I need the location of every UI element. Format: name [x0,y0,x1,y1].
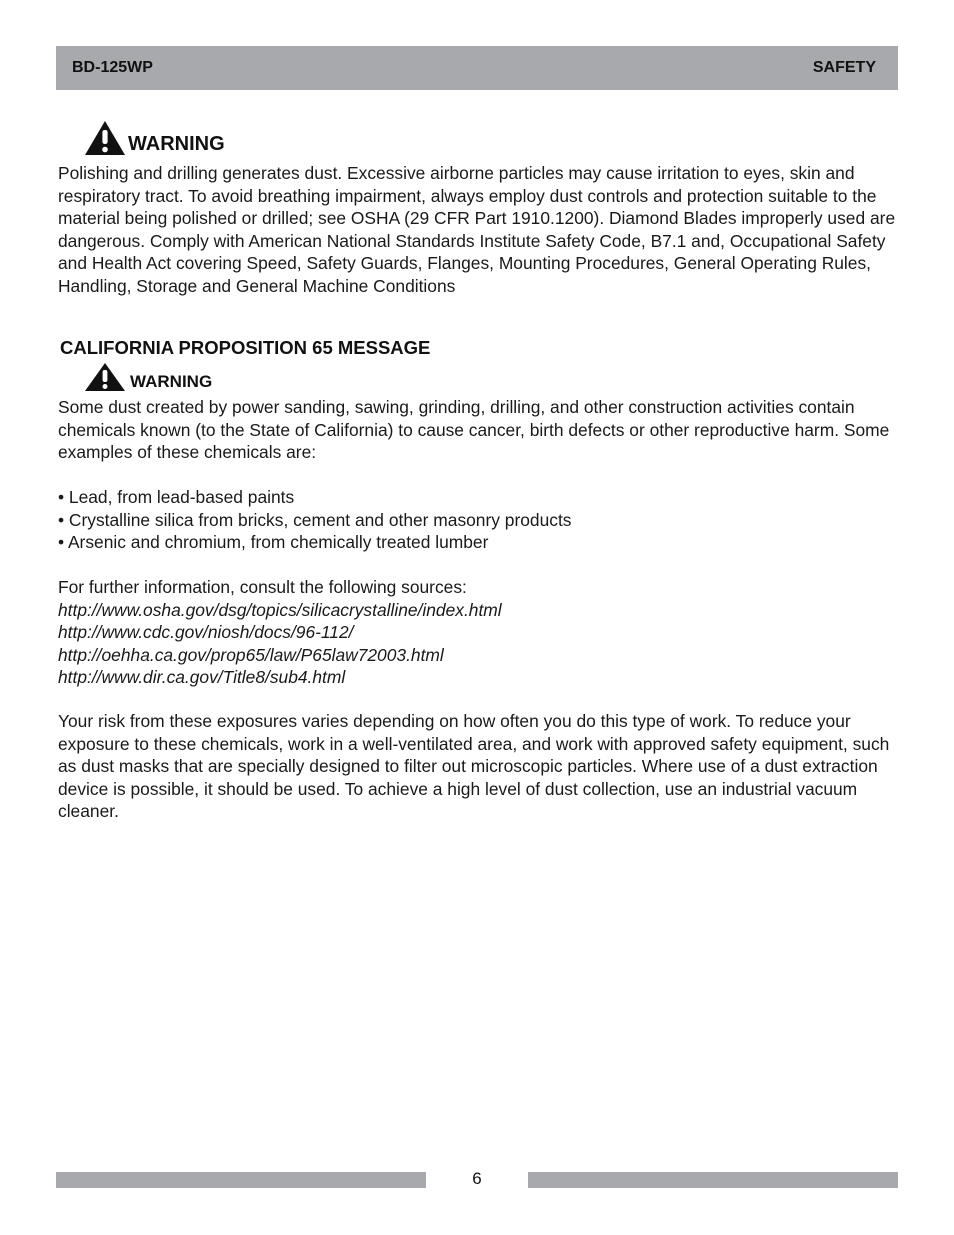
prop65-intro: Some dust created by power sanding, sawing, grinding, drilling, and other construction activities contain chemicals known (to the State of California) to cause cancer, birth defects or other reproductive harm. Some examples of these chemicals are: [58,397,890,463]
prop65-title: CALIFORNIA PROPOSITION 65 MESSAGE [60,337,431,358]
source-link[interactable]: http://www.dir.ca.gov/Title8/sub4.html [58,667,346,688]
model-label: BD-125WP [72,59,153,76]
list-item: • Lead, from lead-based paints [58,487,295,507]
source-link[interactable]: http://www.osha.gov/dsg/topics/silicacrystalline/index.html [58,599,502,620]
footer-bar-left [56,1172,426,1188]
warning-heading [84,120,225,156]
sources-block [58,576,502,689]
prop65-warning-heading [84,362,212,392]
list-item: • Crystalline silica from bricks, cement and other masonry products [58,509,572,530]
closing-text: Your risk from these exposures varies depending on how often you do this type of work. To reduce your exposure to these chemicals, work in a well-ventilated area, and work with approved safety equipment, such as dust masks that are specially designed to filter out microscopic particles. Where use of a dust extraction device is possible, it should be used. To achieve a high level of dust collection, use an industrial vacuum cleaner. [58,711,890,822]
section-label: SAFETY [812,59,876,76]
source-link[interactable]: http://oehha.ca.gov/prop65/law/P65law72003.html [58,644,444,665]
footer-bar-right [528,1172,898,1188]
page-number: 6 [472,1169,482,1188]
warning-text: Polishing and drilling generates dust. Excessive airborne particles may cause irritation to eyes, skin and respiratory tract. To avoid breathing impairment, always employ dust controls and protection suitable to the material being polished or drilled; see OSHA (29 CFR Part 1910.1200). Diamond Blades improperly used are dangerous. Comply with American National Standards Institute Safety Code, B7.1 and, Occupational Safety and Health Act covering Speed, Safety Guards, Flanges, Mounting Procedures, General Operating Rules, Handling, Storage and General Machine Conditions [58,163,896,296]
warning-triangle-icon [84,120,126,156]
list-item: • Arsenic and chromium, from chemically treated lumber [58,532,489,553]
source-link[interactable]: http://www.cdc.gov/niosh/docs/96-112/ [58,622,354,643]
header-bar [56,46,898,90]
prop65-warning-label: WARNING [130,372,213,391]
warning-label: WARNING [128,133,225,155]
sources-intro: For further information, consult the following sources: [58,577,467,597]
warning-triangle-icon [84,362,126,392]
chemical-list [58,486,572,554]
